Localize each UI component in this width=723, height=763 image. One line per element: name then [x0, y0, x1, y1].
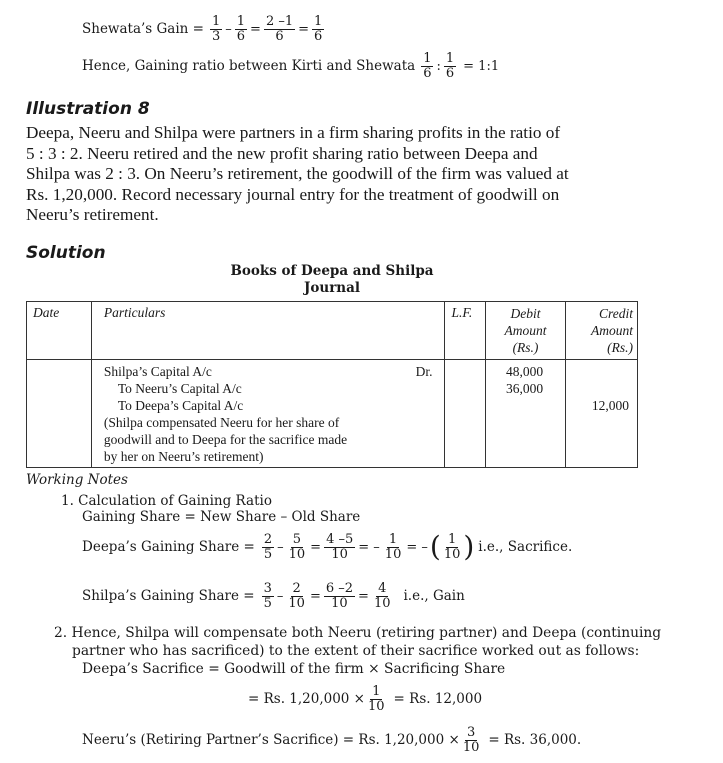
journal-heading — [26, 263, 638, 297]
credit-amount: 12,000 — [591, 398, 629, 413]
calc-left: = Rs. 1,20,000 × — [248, 691, 365, 708]
note-1: 1. Calculation of Gaining Ratio — [61, 493, 272, 509]
header-date: Date — [33, 305, 60, 320]
shilpa-label: Shilpa’s Gaining Share = — [82, 588, 255, 605]
text-line: Deepa, Neeru and Shilpa were partners in a firm sharing profits in the ratio of — [26, 123, 561, 142]
fraction: $\frac{3}{5}$ — [263, 581, 272, 611]
journal-table — [26, 301, 638, 468]
text-line: Neeru’s retirement. — [26, 205, 159, 225]
fraction: $\frac{2}{5}$ — [263, 532, 273, 562]
text-line: Rs. 1,20,000. Record necessary journal entry for the treatment of goodwill on — [26, 184, 560, 204]
particulars-cell — [91, 360, 445, 468]
header-lf: L.F. — [451, 305, 473, 320]
operator: = – — [406, 539, 428, 555]
shilpa-gaining-equation — [82, 582, 465, 610]
lf-cell — [445, 360, 486, 468]
left-paren: ( — [429, 530, 441, 564]
debit-amount: 48,000 — [505, 364, 544, 379]
fraction: $\frac{5}{10}$ — [288, 532, 306, 562]
illustration-text — [26, 123, 569, 226]
journal-title: Journal — [303, 280, 360, 296]
calc-right: = Rs. 12,000 — [393, 691, 483, 708]
fraction: $\frac{1}{10}$ — [443, 532, 461, 562]
hence-text: Hence, Gaining ratio between Kirti and Shewata — [82, 58, 416, 75]
gaining-ratio-line — [82, 52, 501, 80]
note-2-line: partner who has sacrificed) to the extent of their sacrifice worked out as follows: — [72, 643, 640, 659]
operator: – — [276, 588, 284, 604]
operator: = — [358, 588, 369, 604]
table-header-row — [27, 302, 638, 360]
credit-cell — [566, 360, 638, 468]
operator: = — [250, 21, 261, 37]
note-2-line: 2. Hence, Shilpa will compensate both Neeru (retiring partner) and Deepa (continuing — [54, 625, 662, 641]
fraction: $\frac{4}{10}$ — [373, 581, 391, 611]
header-credit: Credit Amount (Rs.) — [591, 306, 633, 355]
fraction: $\frac{1}{6}$ — [236, 14, 246, 44]
particular-line: To Neeru’s Capital A/c — [117, 381, 242, 396]
fraction: $\frac{4 -5}{10}$ — [326, 532, 354, 562]
operator: – — [277, 539, 284, 555]
note-2 — [54, 624, 661, 678]
dr-marker: Dr. — [415, 364, 433, 379]
gaining-share-formula: Gaining Share = New Share – Old Share — [82, 509, 361, 525]
neeru-sacrifice-calc — [82, 726, 581, 754]
deepa-ie: i.e., Sacrifice. — [478, 539, 573, 556]
fraction: $\frac{1}{6}$ — [314, 14, 323, 44]
operator: = — [298, 21, 310, 37]
particular-line: (Shilpa compensated Neeru for her share of — [103, 415, 340, 430]
header-debit: Debit Amount (Rs.) — [504, 306, 547, 355]
fraction: $\frac{2 -1}{6}$ — [265, 14, 294, 44]
text-line: 5 : 3 : 2. Neeru retired and the new profit sharing ratio between Deepa and — [26, 143, 538, 163]
fraction: $\frac{1}{10}$ — [384, 532, 402, 562]
solution-title: Solution — [26, 243, 106, 263]
particular-line: Shilpa’s Capital A/c — [103, 364, 212, 379]
working-notes-title: Working Notes — [26, 472, 128, 488]
deepa-sacrifice-calc — [248, 685, 482, 713]
shilpa-ie: i.e., Gain — [403, 588, 465, 605]
text-line: Shilpa was 2 : 3. On Neeru’s retirement, the goodwill of the firm was valued at — [26, 164, 569, 184]
particular-line: by her on Neeru’s retirement) — [103, 449, 264, 464]
fraction: $\frac{1}{6}$ — [445, 51, 455, 81]
book-title: Books of Deepa and Shilpa — [230, 263, 434, 279]
illustration-title: Illustration 8 — [26, 99, 150, 119]
fraction: $\frac{2}{10}$ — [288, 581, 305, 611]
operator: = – — [358, 539, 380, 555]
operator: = — [310, 539, 322, 555]
deepa-label: Deepa’s Gaining Share = — [82, 539, 255, 556]
operator: : — [436, 58, 441, 74]
header-particulars: Particulars — [103, 305, 166, 320]
deepa-gaining-equation — [82, 530, 573, 564]
debit-cell — [485, 360, 565, 468]
fraction: $\frac{1}{3}$ — [211, 14, 221, 44]
calc-left: Neeru’s (Retiring Partner’s Sacrifice) = Rs. 1,20,000 × — [82, 732, 460, 749]
fraction: $\frac{6 -2}{10}$ — [325, 581, 354, 611]
table-row — [27, 360, 638, 468]
particular-line: To Deepa’s Capital A/c — [117, 398, 244, 413]
debit-amount: 36,000 — [505, 381, 544, 396]
sacrifice-formula: Deepa’s Sacrifice = Goodwill of the firm × Sacrificing Share — [82, 661, 506, 677]
ratio-result: = 1:1 — [463, 58, 500, 74]
date-cell — [27, 360, 92, 468]
particular-line: goodwill and to Deepa for the sacrifice made — [103, 432, 348, 447]
operator: – — [225, 21, 232, 37]
shewata-gain-label: Shewata’s Gain = — [82, 21, 204, 38]
fraction: $\frac{3}{10}$ — [462, 725, 480, 755]
calc-right: = Rs. 36,000. — [488, 732, 582, 749]
right-paren: ) — [463, 530, 475, 564]
operator: = — [309, 588, 321, 604]
fraction: $\frac{1}{10}$ — [368, 684, 385, 714]
fraction: $\frac{1}{6}$ — [423, 51, 432, 81]
shewata-gain-equation — [82, 15, 325, 43]
